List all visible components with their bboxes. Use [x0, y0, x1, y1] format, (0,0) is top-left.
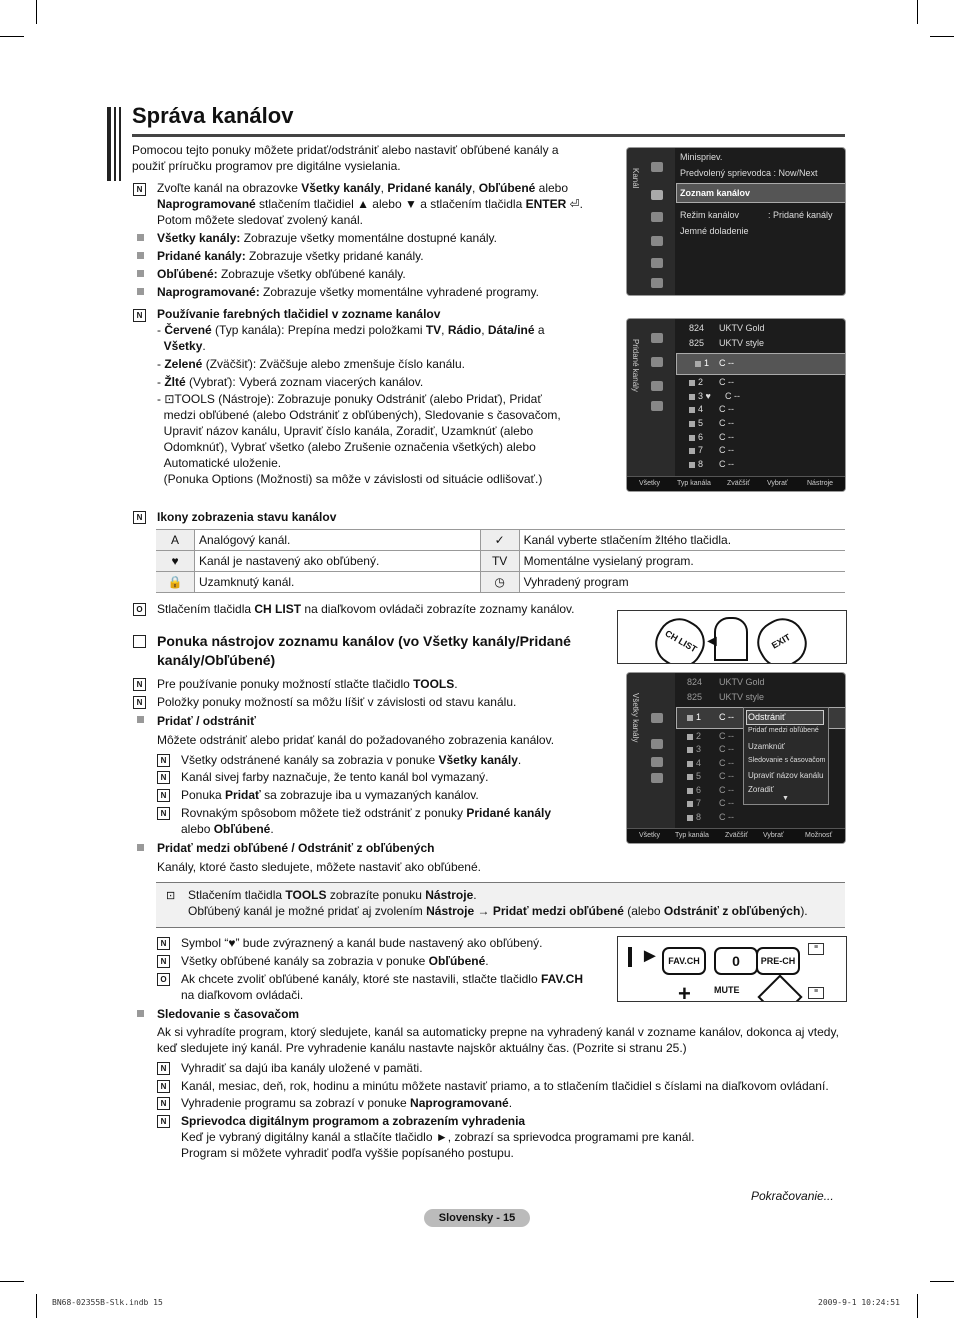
chlist-button: CH LIST — [647, 610, 713, 664]
menu-item-add-favorite: Pridať medzi obľúbené — [748, 727, 819, 734]
osd-item-selected: Zoznam kanálov — [680, 188, 751, 198]
favch-button: FAV.CH — [662, 947, 706, 975]
list-item: Naprogramované: Zobrazuje všetky momentálne vyhradené programy. — [157, 285, 539, 299]
note-icon: N — [157, 937, 170, 950]
teletext-icon: ≡ — [808, 987, 824, 999]
note-icon: O — [133, 603, 146, 616]
timer-note: Sprievodca digitálnym programom a zobrazením vyhradenia Keď je vybraný digitálny kanál a stlačíte tlačidlo ►, zobrazí sa sprievodca programami pre kanál. Program si môžete vyhradiť podľa vyššie popísaného postupu. — [181, 1114, 695, 1160]
add-remove-label: Pridať / odstrániť — [157, 714, 256, 728]
list-item: Všetky kanály: Zobrazuje všetky momentálne dostupné kanály. — [157, 231, 497, 245]
note-icon: N — [133, 309, 146, 322]
teletext-icon: ≡ — [808, 943, 824, 955]
osd-item-value: : Pridané kanály — [768, 210, 833, 220]
add-note: Rovnakým spôsobom môžete tiež odstrániť z ponuky Pridané kanály alebo Obľúbené. — [181, 806, 552, 836]
fav-note: Symbol “♥” bude zvýraznený a kanál bude nastavený ako obľúbený. — [181, 936, 543, 950]
bullet-icon — [137, 844, 144, 851]
note-icon: N — [157, 754, 170, 767]
table-row: ♥ Kanál je nastavený ako obľúbený. TV Momentálne vysielaný program. — [156, 551, 845, 572]
crop-mark — [917, 1294, 918, 1318]
scroll-down-icon: ▼ — [782, 795, 789, 802]
green-button-text: - Zelené (Zväčšiť): Zväčšuje alebo zmenšuje číslo kanálu. — [157, 357, 465, 371]
menu-item-rename: Upraviť názov kanálu — [748, 771, 824, 780]
page-title: Správa kanálov — [132, 103, 294, 128]
section-checkbox-icon — [133, 635, 146, 648]
bullet-icon — [137, 252, 144, 259]
bullet-icon — [137, 1010, 144, 1017]
print-info-left: BN68-02355B-Slk.indb 15 — [52, 1298, 163, 1307]
crop-mark — [0, 36, 24, 37]
picture-icon — [651, 162, 663, 172]
all-icon — [651, 713, 663, 723]
bullet-icon — [137, 270, 144, 277]
added-icon — [651, 739, 663, 749]
exit-button: EXIT — [749, 610, 815, 664]
tools-note: Pre používanie ponuky možností stlačte tlačidlo TOOLS. — [157, 677, 458, 691]
yellow-button-text: - Žlté (Vybrať): Vyberá zoznam viacerých kanálov. — [157, 375, 424, 389]
add-note: Všetky odstránené kanály sa zobrazia v ponuke Všetky kanály. — [181, 753, 522, 767]
crop-mark — [0, 1281, 24, 1282]
crop-mark — [36, 1294, 37, 1318]
note-icon: N — [157, 1115, 170, 1128]
note-icon: N — [157, 807, 170, 820]
bullet-icon — [137, 716, 144, 723]
status-icons-table — [156, 529, 845, 593]
bullet-icon — [137, 288, 144, 295]
note-icon: N — [157, 1080, 170, 1093]
add-favorite-label: Pridať medzi obľúbené / Odstrániť z obľúbených — [157, 841, 435, 855]
osd-item: Režim kanálov — [680, 210, 740, 220]
all-icon — [651, 333, 663, 343]
continue-text: Pokračovanie... — [751, 1189, 834, 1203]
support-icon — [651, 278, 663, 288]
favorite-icon — [651, 757, 663, 767]
tv-icon: TV — [480, 551, 519, 572]
margin-bar — [107, 107, 111, 181]
mute-label: MUTE — [714, 985, 740, 995]
note-icon: N — [157, 955, 170, 968]
menu-item-remove: Odstrániť — [748, 712, 786, 722]
add-favorite-text: Kanály, ktoré často sledujete, môžete nastaviť ako obľúbené. — [157, 860, 481, 874]
add-remove-text: Môžete odstrániť alebo pridať kanál do požadovaného zobrazenia kanálov. — [157, 733, 555, 747]
osd-channel-menu — [626, 147, 846, 296]
crop-mark — [930, 1281, 954, 1282]
osd-item: Minispriev. — [680, 152, 723, 162]
crop-mark — [917, 0, 918, 24]
osd-all-channels-tools: Všetky kanály 824 UKTV Gold 825 UKTV style 1 C -- 2 C -- 3 C -- 4 C -- 5 C -- 6 C -- 7 C -- 8 C -- Odstrániť Pridať medzi obľúbené Uzamknúť Sledovanie s časovačom Upraviť názov kanálu Zoradiť ▼ Všetky Typ kanála Zväčšiť Vybrať Možnosť — [626, 672, 846, 844]
menu-item-timer: Sledovanie s časovačom — [748, 757, 826, 764]
page-number-badge: Slovensky - 15 — [424, 1209, 530, 1227]
lock-icon: 🔒 — [156, 572, 195, 593]
prech-button: PRE-CH — [756, 947, 800, 975]
analog-icon: A — [156, 530, 195, 551]
check-icon: ✓ — [480, 530, 519, 551]
options-note: Položky ponuky možností sa môžu líšiť v závislosti od stavu kanálu. — [157, 695, 517, 709]
red-button-text: - Červené (Typ kanála): Prepína medzi položkami TV, Rádio, Dáta/iné a Všetky. — [157, 323, 545, 353]
bullet-icon — [137, 234, 144, 241]
timer-icon — [651, 401, 663, 411]
favorite-icon — [651, 381, 663, 391]
zero-button: 0 — [714, 947, 758, 975]
table-row: 🔒 Uzamknutý kanál. ◷ Vyhradený program — [156, 572, 845, 593]
timer-note: Vyhradiť sa dajú iba kanály uložené v pamäti. — [181, 1061, 423, 1075]
sound-icon — [651, 190, 663, 200]
timer-note: Kanál, mesiac, deň, rok, hodinu a minútu môžete nastaviť priamo, a to stlačením tlačidiel s číslami na diaľkovom ovládaní. — [181, 1079, 829, 1093]
note-icon: N — [133, 183, 146, 196]
plus-icon: + — [678, 981, 691, 1002]
tools-icon: ⊡ — [166, 890, 176, 902]
tools-popup-menu — [743, 707, 829, 805]
note-icon: N — [157, 789, 170, 802]
remote-chlist-illustration — [617, 610, 847, 664]
timer-text: Ak si vyhradíte program, ktorý sledujete, kanál sa automaticky prepne na vyhradený kanál v zozname kanálov, dokonca aj vtedy, keď sledujete iný kanál. Pre vyhradenie kanálu nastavte najskôr aktuálny čas. (Pozrite si stranu 25.) — [157, 1025, 839, 1055]
intro-text: Pomocou tejto ponuky môžete pridať/odstrániť alebo nastaviť obľúbené kanály a použiť príručku programov pre digitálne vysielania. — [132, 143, 559, 173]
menu-item-sort: Zoradiť — [748, 785, 774, 794]
pointer-bar-icon — [628, 947, 632, 967]
timer-icon — [651, 773, 663, 783]
osd-side-label: Pridané kanály — [631, 339, 640, 392]
crop-mark — [930, 36, 954, 37]
chlist-note: Stlačením tlačidla CH LIST na diaľkovom ovládači zobrazíte zoznamy kanálov. — [157, 602, 575, 616]
list-item: Obľúbené: Zobrazuje všetky obľúbené kanály. — [157, 267, 406, 281]
add-note: Kanál sivej farby naznačuje, že tento kanál bol vymazaný. — [181, 770, 489, 784]
crop-mark — [36, 0, 37, 24]
note-icon: N — [157, 1062, 170, 1075]
osd-side-label: Všetky kanály — [631, 693, 640, 743]
added-icon — [651, 357, 663, 367]
fav-note: Ak chcete zvoliť obľúbené kanály, ktoré ste nastavili, stlačte tlačidlo FAV.CH na diaľkovom ovládači. — [181, 972, 583, 1002]
note-icon: O — [157, 973, 170, 986]
margin-bar — [119, 107, 121, 181]
note-icon: N — [133, 678, 146, 691]
section-tools-title: Ponuka nástrojov zoznamu kanálov (vo Všetky kanály/Pridané kanály/Obľúbené) — [157, 633, 571, 668]
note-icon: N — [157, 771, 170, 784]
arrow-icon: ► — [640, 945, 660, 967]
table-row: A Analógový kanál. ✓ Kanál vyberte stlačením žltého tlačidla. — [156, 530, 845, 551]
clock-icon: ◷ — [480, 572, 519, 593]
tools-info-box: ⊡ Stlačením tlačidla TOOLS zobrazíte ponuku Nástroje. Obľúbený kanál je možné pridať aj zvolením Nástroje → Pridať medzi obľúbené (alebo Odstrániť z obľúbených). — [156, 882, 845, 928]
osd-side-label: Kanál — [631, 168, 640, 189]
channel-up-icon — [757, 974, 802, 1002]
color-buttons-heading: Používanie farebných tlačidiel v zozname kanálov — [157, 307, 441, 321]
app-icon — [651, 258, 663, 268]
list-item: Pridané kanály: Zobrazuje všetky pridané kanály. — [157, 249, 424, 263]
heart-icon: ♥ — [156, 551, 195, 572]
remote-favch-illustration — [617, 936, 847, 1002]
menu-item-lock: Uzamknúť — [748, 742, 785, 751]
fav-note: Všetky obľúbené kanály sa zobrazia v ponuke Obľúbené. — [181, 954, 489, 968]
osd-item: Predvolený sprievodca : Now/Next — [680, 168, 818, 178]
note-icon: N — [157, 1097, 170, 1110]
input-icon — [651, 236, 663, 246]
tools-button-text: - ⊡TOOLS (Nástroje): Zobrazuje ponuky Odstrániť (alebo Pridať), Pridať medzi obľúbené (alebo Odstrániť z obľúbených), Sledovanie s časovačom, Upraviť názov kanálu, Upraviť číslo kanála, Zoradiť, Uzamknúť (alebo Odomknúť), Vybrať všetko (alebo Zrušenie označenia všetkých) alebo Automatické uloženie. (Ponuka Options (Možnosti) sa môže v závislosti od situácie odlišovať.) — [157, 392, 561, 486]
tools-icon: ⊡ — [164, 392, 175, 406]
print-info-right: 2009-9-1 10:24:51 — [818, 1298, 900, 1307]
timer-label: Sledovanie s časovačom — [157, 1007, 300, 1021]
note-select-channel: Zvoľte kanál na obrazovke Všetky kanály, Pridané kanály, Obľúbené alebo Naprogramované stlačením tlačidiel ▲ alebo ▼ a stlačením tlačidla ENTER ⏎. Potom môžete sledovať zvolený kanál. — [157, 181, 583, 227]
title-rule — [132, 134, 845, 137]
enter-icon: ⏎ — [569, 197, 580, 211]
setup-icon — [651, 212, 663, 222]
arrow-icon: ◄ — [704, 633, 720, 650]
add-note: Ponuka Pridať sa zobrazuje iba u vymazaných kanálov. — [181, 788, 479, 802]
osd-added-channels: Pridané kanály 824 UKTV Gold 825 UKTV style 1 C -- 2 C -- 3 ♥ C -- 4 C -- 5 C -- 6 C -- 7 C -- 8 C -- Všetky Typ kanála Zväčšiť Vybrať Nástroje — [626, 318, 846, 492]
icons-heading: Ikony zobrazenia stavu kanálov — [157, 510, 337, 524]
note-icon: N — [133, 696, 146, 709]
osd-item: Jemné doladenie — [680, 226, 749, 236]
margin-bar — [114, 107, 116, 181]
timer-note: Vyhradenie programu sa zobrazí v ponuke Naprogramované. — [181, 1096, 513, 1110]
note-icon: N — [133, 511, 146, 524]
